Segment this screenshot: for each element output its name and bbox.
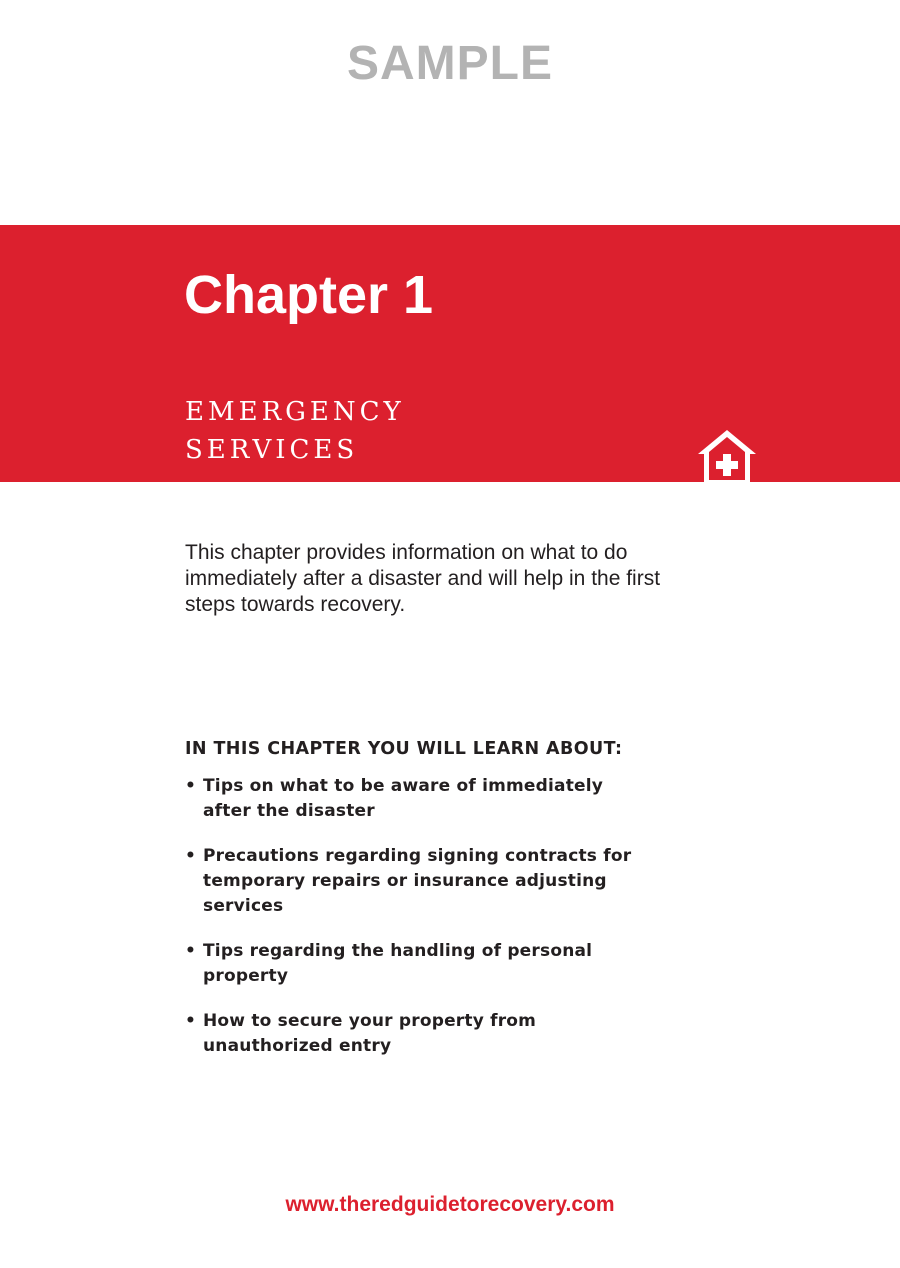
medical-house-icon (696, 428, 758, 484)
sample-watermark: SAMPLE (346, 37, 553, 90)
chapter-subtitle (185, 393, 405, 469)
bullet-icon: • (185, 1011, 197, 1031)
list-item-text: Tips regarding the handling of personal property (203, 941, 593, 986)
list-item-text: Tips on what to be aware of immediately after the disaster (203, 776, 604, 821)
list-item-text: How to secure your property from unauthorized entry (203, 1011, 537, 1056)
chapter-title: Chapter 1 (184, 265, 434, 325)
list-item (185, 1009, 655, 1059)
chapter-banner (0, 225, 900, 482)
learn-heading: IN THIS CHAPTER YOU WILL LEARN ABOUT: (185, 739, 623, 759)
learn-list (185, 774, 655, 1079)
bullet-icon: • (185, 846, 197, 866)
list-item (185, 939, 655, 989)
footer-website-link[interactable]: www.theredguidetorecovery.com (285, 1193, 615, 1216)
bullet-icon: • (185, 776, 197, 796)
bullet-icon: • (185, 941, 197, 961)
list-item-text: Precautions regarding signing contracts for temporary repairs or insurance adjusting services (203, 846, 632, 916)
chapter-subtitle-line-2: SERVICES (185, 435, 359, 465)
list-item (185, 774, 655, 824)
chapter-subtitle-line-1: EMERGENCY (185, 397, 405, 427)
chapter-intro: This chapter provides information on what to do immediately after a disaster and will help in the first steps towards recovery. (185, 541, 661, 616)
list-item (185, 844, 655, 919)
